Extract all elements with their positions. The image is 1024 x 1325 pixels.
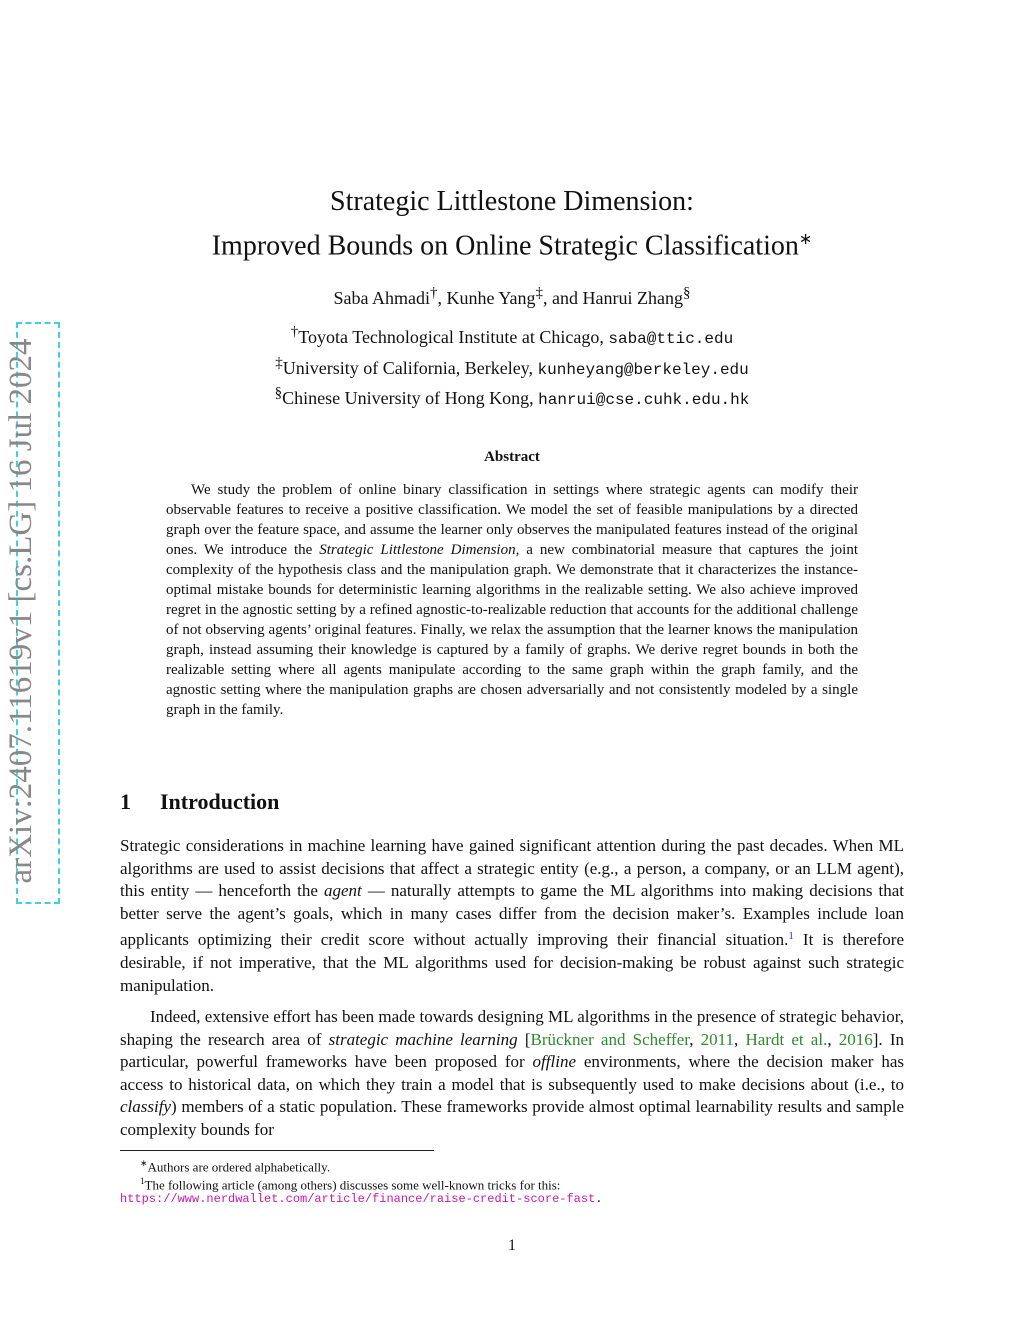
abstract-text-2: , a new combinatorial measure that captures the joint complexity of the hypothesis class and the manipulation graph. We demonstrate that it characterizes the instance-optimal mistake bounds for deterministic learning algorithms in the realizable setting. We also achieve improved regret in the agnostic setting by a refined agnostic-to-realizable reduction that accounts for the additional challenge of not observing agents’ original features. Finally, we relax the assumption that the learner knows the manipulation graph, instead assuming their knowledge is captured by a family of graphs. We derive regret bounds in both the realizable setting where all agents manipulate according to the same graph within the graph family, and the agnostic setting where the manipulation graphs are chosen adversarially and not consistently modeled by a single graph in the family. [166, 542, 858, 718]
abstract-heading: Abstract [484, 449, 540, 465]
footnote-url-link[interactable]: https://www.nerdwallet.com/article/finance/raise-credit-score-fast [120, 1192, 596, 1206]
abstract-emphasis: Strategic Littlestone Dimension [319, 542, 516, 558]
footnote-1-mark: ∗ [140, 1158, 148, 1168]
intro-paragraph-2 [120, 1006, 904, 1142]
para1-emphasis: agent [324, 881, 362, 901]
footnote-1-text: Authors are ordered alphabetically. [147, 1159, 331, 1175]
footnote-2-url-line [120, 1190, 602, 1208]
abstract-body [166, 480, 858, 720]
footnote-2-text: The following article (among others) discusses some well-known tricks for this: [144, 1177, 561, 1193]
para2-text-2: [ [517, 1029, 531, 1049]
author-2: Kunhe Yang [446, 288, 536, 308]
citation-link[interactable]: Brückner and Scheffer [530, 1029, 690, 1049]
author-1-mark: † [430, 285, 438, 301]
paper-title [120, 183, 904, 265]
affiliation-3 [120, 382, 904, 413]
title-footnote-mark: ∗ [798, 231, 813, 248]
footnote-divider [120, 1150, 434, 1151]
para2-emphasis-1: strategic machine learning [328, 1029, 518, 1049]
abstract-text-1: We study the problem of online binary classification in settings where strategic agents can modify their observable features to receive a positive classification. We model the set of feasible manipulations by a directed graph over the feature space, and assume the learner only observes the manipulated features instead of the original ones. We introduce the [166, 482, 858, 558]
author-1: Saba Ahmadi [333, 288, 430, 308]
affiliation-2-mark: ‡ [275, 354, 283, 371]
title-line-2-text: Improved Bounds on Online Strategic Classification [211, 230, 799, 262]
title-line-1: Strategic Littlestone Dimension: [330, 186, 694, 217]
footnote-ref-1[interactable]: 1 [788, 930, 794, 943]
citation-year-link[interactable]: 2016 [838, 1029, 873, 1049]
section-title: Introduction [160, 789, 280, 814]
affiliation-2-email[interactable]: kunheyang@berkeley.edu [537, 360, 749, 379]
arxiv-identifier: arXiv:2407.11619v1 [cs.LG] 16 Jul 2024 [3, 338, 39, 884]
affiliation-1-mark: † [290, 324, 299, 340]
affiliation-2 [120, 352, 904, 383]
para2-text-8: ) members of a static population. These frameworks provide almost optimal learnability results and sample complexity bounds for [120, 1097, 904, 1139]
para2-text-5: , [827, 1029, 839, 1049]
author-3-mark: § [682, 285, 691, 301]
author-2-mark: ‡ [535, 285, 544, 301]
affiliation-3-mark: § [274, 385, 283, 401]
author-list [120, 282, 904, 309]
affiliation-2-name: University of California, Berkeley, [282, 357, 538, 378]
citation-year-link[interactable]: 2011 [700, 1029, 735, 1049]
affiliation-1-email[interactable]: saba@ttic.edu [608, 330, 734, 348]
para2-emphasis-2: offline [532, 1052, 576, 1072]
affiliation-1-name: Toyota Technological Institute at Chicago, [298, 327, 609, 347]
affiliation-1 [120, 321, 904, 352]
affiliation-3-email[interactable]: hanrui@cse.cuhk.edu.hk [538, 391, 750, 409]
para2-text-3: , [689, 1029, 701, 1049]
para2-text-6: ]. In particular, powerful frameworks have been proposed for [120, 1029, 905, 1072]
para2-text-4: , [734, 1029, 746, 1049]
para1-text-1: Strategic considerations in machine learning have gained significant attention during the past decades. When ML algorithms are used to assist decisions that affect a strategic entity (e.g., a person, a company, or an LLM agent), this entity — henceforth the [120, 836, 904, 901]
page-number: 1 [508, 1237, 516, 1254]
affiliations [120, 321, 904, 413]
title-line-2 [120, 221, 904, 265]
author-3: Hanrui Zhang [582, 288, 683, 308]
affiliation-3-name: Chinese University of Hong Kong, [282, 388, 539, 408]
author-sep-1: , [437, 288, 447, 308]
author-sep-2: , and [543, 288, 583, 308]
para2-text-7: environments, where the decision maker has access to historical data, on which they train a model that is subsequently used to make decisions about (i.e., to [120, 1052, 904, 1094]
section-heading [120, 789, 904, 815]
para2-text-1: Indeed, extensive effort has been made towards designing ML algorithms in the presence of strategic behavior, shaping the research area of [120, 1007, 904, 1049]
section-number: 1 [120, 789, 131, 814]
para1-text-3: It is therefore desirable, if not imperative, that the ML algorithms used for decision-making be robust against such strategic manipulation. [120, 930, 904, 995]
para2-emphasis-3: classify [120, 1097, 171, 1117]
citation-link[interactable]: Hardt et al. [745, 1029, 828, 1049]
para1-text-2: — naturally attempts to game the ML algorithms into making decisions that better serve the agent’s goals, which in many cases differ from the decision maker’s. Examples include loan applicants optimizing their credit score without actually improving their financial situation. [120, 881, 905, 950]
intro-paragraph-1 [120, 835, 904, 997]
footnote-2-mark: 1 [140, 1176, 145, 1186]
footnote-2-end: . [595, 1192, 603, 1206]
